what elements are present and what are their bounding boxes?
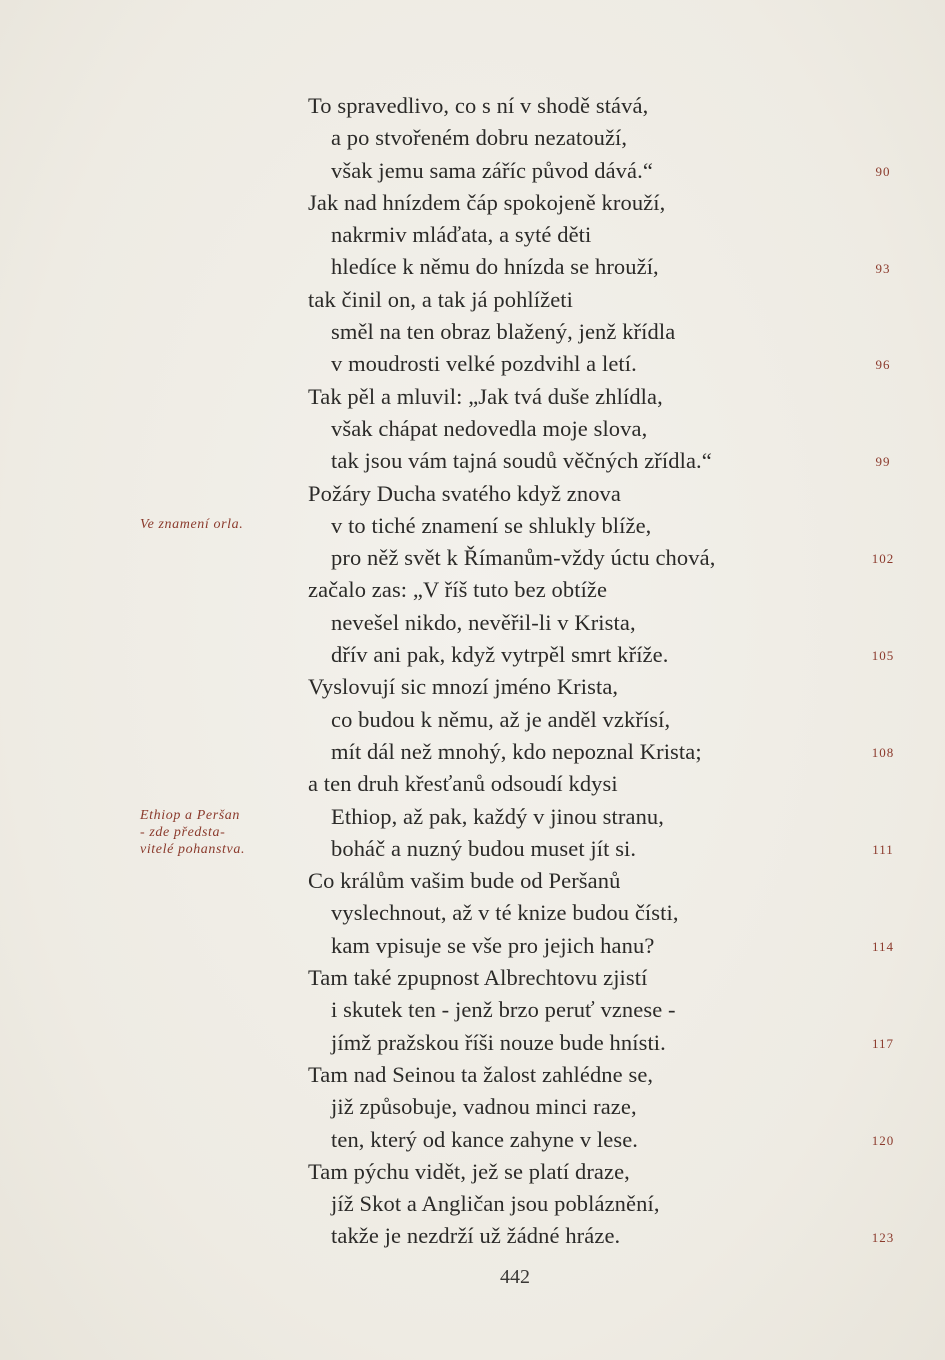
verse-line: Tak pěl a mluvil: „Jak tvá duše zhlídla, <box>308 383 663 409</box>
line-number: 102 <box>871 551 895 567</box>
margin-gloss-line: - zde předsta- <box>140 824 226 840</box>
line-number: 96 <box>875 357 891 373</box>
margin-gloss <box>140 516 290 533</box>
line-number: 111 <box>872 841 894 857</box>
line-number: 108 <box>871 745 895 760</box>
verse-line: však chápat nedovedla moje slova, <box>331 415 648 441</box>
line-number: 99 <box>875 454 891 470</box>
verse-line: v to tiché znamení se shlukly blíže, <box>331 512 652 538</box>
line-number: 123 <box>871 1229 895 1245</box>
verse-line: dřív ani pak, když vytrpěl smrt kříže. <box>331 642 669 668</box>
verse-line: Tam také zpupnost Albrechtovu zjistí <box>308 965 648 991</box>
verse-line: začalo zas: „V říš tuto bez obtíže <box>308 577 608 603</box>
verse-line: hledíce k němu do hnízda se hrouží, <box>331 254 659 280</box>
line-number: 120 <box>871 1132 895 1148</box>
verse-line: Ethiop, až pak, každý v jinou stranu, <box>331 803 664 829</box>
line-number: 93 <box>875 260 891 276</box>
verse-line: Jak nad hnízdem čáp spokojeně krouží, <box>308 189 666 215</box>
margin-gloss-line: Ethiop a Peršan <box>140 807 240 823</box>
verse-line: již způsobuje, vadnou minci raze, <box>331 1094 637 1120</box>
verse-line: nevešel nikdo, nevěřil-li v Krista, <box>331 609 636 635</box>
verse-line: pro něž svět k Římanům-vždy úctu chová, <box>331 545 716 571</box>
verse-line: co budou k němu, až je anděl vzkřísí, <box>331 706 671 732</box>
verse-line: Tam nad Seinou ta žalost zahlédne se, <box>308 1061 654 1087</box>
line-number: 90 <box>875 163 891 179</box>
verse-line: vyslechnout, až v té knize budou čísti, <box>331 900 679 926</box>
verse-line: a ten druh křesťanů odsoudí kdysi <box>308 771 618 797</box>
verse-line: Co králům vašim bude od Peršanů <box>308 868 621 894</box>
line-number: 105 <box>871 648 895 664</box>
verse-line: jíž Skot a Angličan jsou pobláznění, <box>331 1191 660 1217</box>
verse-line: kam vpisuje se vše pro jejich hanu? <box>331 932 655 958</box>
verse-line: však jemu sama záříc původ dává.“ <box>331 157 653 183</box>
verse-line: tak činil on, a tak já pohlížeti <box>308 286 573 312</box>
verse-line: směl na ten obraz blažený, jenž křídla <box>331 319 676 345</box>
line-number: 117 <box>871 1035 895 1051</box>
verse-line: i skutek ten - jenž brzo peruť vznese - <box>331 997 676 1023</box>
verse-line: tak jsou vám tajná soudů věčných zřídla.“ <box>331 448 712 474</box>
verse-line: v moudrosti velké pozdvihl a letí. <box>331 351 637 377</box>
margin-gloss <box>140 807 290 858</box>
verse-line: boháč a nuzný budou muset jít si. <box>331 835 637 861</box>
margin-gloss-line: Ve znamení orla. <box>140 516 244 532</box>
page-number: 442 <box>500 1266 530 1288</box>
verse-line: Vyslovují sic mnozí jméno Krista, <box>308 674 619 700</box>
line-number: 114 <box>871 938 895 954</box>
verse-line: jímž pražskou říši nouze bude hnísti. <box>331 1029 666 1055</box>
verse-line: Požáry Ducha svatého když znova <box>308 480 621 506</box>
poem-text <box>308 90 848 1253</box>
verse-line: a po stvořeném dobru nezatouží, <box>331 125 628 151</box>
margin-gloss-line: vitelé pohanstva. <box>140 841 246 857</box>
verse-line: nakrmiv mláďata, a syté děti <box>331 222 592 248</box>
verse-line: Tam pýchu vidět, jež se platí draze, <box>308 1158 630 1184</box>
verse-line: mít dál než mnohý, kdo nepoznal Krista; <box>331 738 702 764</box>
verse-line: takže je nezdrží už žádné hráze. <box>331 1223 621 1249</box>
verse-line: ten, který od kance zahyne v lese. <box>331 1126 639 1152</box>
verse-line: To spravedlivo, co s ní v shodě stává, <box>308 93 649 118</box>
